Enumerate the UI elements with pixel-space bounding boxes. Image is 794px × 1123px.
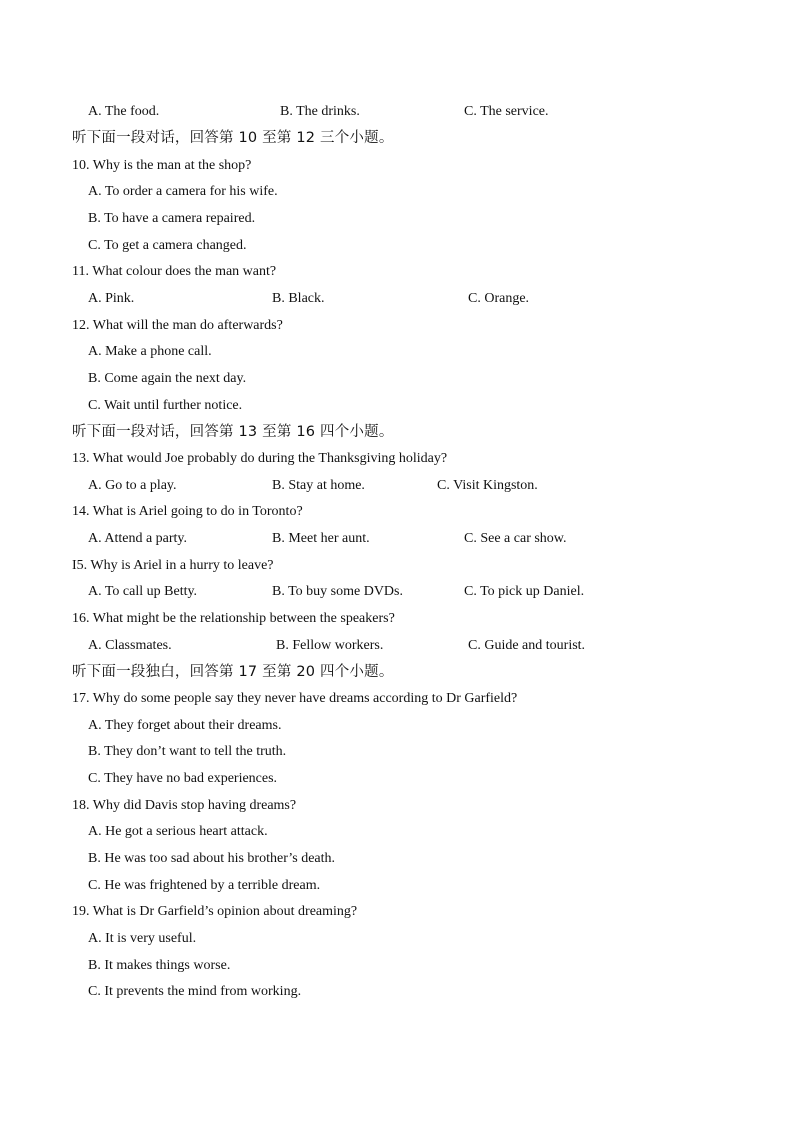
q14-stem: 14. What is Ariel going to do in Toronto?: [72, 504, 303, 519]
q16-option-b: B. Fellow workers.: [276, 638, 384, 653]
q17-option-b: B. They don’t want to tell the truth.: [88, 744, 287, 759]
q9-option-b: B. The drinks.: [280, 104, 360, 119]
q14-option-c: C. See a car show.: [464, 531, 567, 546]
q15-option-b: B. To buy some DVDs.: [272, 584, 403, 599]
section-heading-13-16: 听下面一段对话，回答第 13 至第 16 四个小题。: [72, 424, 394, 440]
q14-option-b: B. Meet her aunt.: [272, 531, 370, 546]
q9-option-c: C. The service.: [464, 104, 549, 119]
q15-option-a: A. To call up Betty.: [88, 584, 198, 599]
q19-stem: 19. What is Dr Garfield’s opinion about dreaming?: [72, 904, 358, 919]
q12-stem: 12. What will the man do afterwards?: [72, 318, 283, 333]
q10-option-a: A. To order a camera for his wife.: [88, 184, 278, 199]
q12-option-c: C. Wait until further notice.: [88, 398, 243, 413]
q16-stem: 16. What might be the relationship between the speakers?: [72, 611, 395, 626]
section-heading-10-12: 听下面一段对话，回答第 10 至第 12 三个小题。: [72, 130, 394, 146]
q15-stem: I5. Why is Ariel in a hurry to leave?: [72, 558, 274, 573]
q13-option-c: C. Visit Kingston.: [437, 478, 538, 493]
q10-option-c: C. To get a camera changed.: [88, 238, 247, 253]
q13-stem: 13. What would Joe probably do during the Thanksgiving holiday?: [72, 451, 448, 466]
q9-option-a: A. The food.: [88, 104, 160, 119]
q17-stem: 17. Why do some people say they never have dreams according to Dr Garfield?: [72, 691, 518, 706]
q11-option-c: C. Orange.: [468, 291, 530, 306]
q16-option-c: C. Guide and tourist.: [468, 638, 586, 653]
q11-option-a: A. Pink.: [88, 291, 135, 306]
q14-option-a: A. Attend a party.: [88, 531, 188, 546]
q11-stem: 11. What colour does the man want?: [72, 264, 277, 279]
q18-option-a: A. He got a serious heart attack.: [88, 824, 268, 839]
q12-option-b: B. Come again the next day.: [88, 371, 247, 386]
q11-option-b: B. Black.: [272, 291, 325, 306]
q15-option-c: C. To pick up Daniel.: [464, 584, 585, 599]
section-heading-17-20: 听下面一段独白，回答第 17 至第 20 四个小题。: [72, 664, 394, 680]
q17-option-a: A. They forget about their dreams.: [88, 718, 282, 733]
q17-option-c: C. They have no bad experiences.: [88, 771, 278, 786]
q18-option-c: C. He was frightened by a terrible dream.: [88, 878, 321, 893]
q13-option-b: B. Stay at home.: [272, 478, 365, 493]
q13-option-a: A. Go to a play.: [88, 478, 177, 493]
q19-option-b: B. It makes things worse.: [88, 958, 231, 973]
q18-stem: 18. Why did Davis stop having dreams?: [72, 798, 297, 813]
q19-option-a: A. It is very useful.: [88, 931, 197, 946]
q10-stem: 10. Why is the man at the shop?: [72, 158, 252, 173]
q10-option-b: B. To have a camera repaired.: [88, 211, 256, 226]
q16-option-a: A. Classmates.: [88, 638, 172, 653]
q18-option-b: B. He was too sad about his brother’s death.: [88, 851, 336, 866]
q12-option-a: A. Make a phone call.: [88, 344, 212, 359]
q19-option-c: C. It prevents the mind from working.: [88, 984, 302, 999]
